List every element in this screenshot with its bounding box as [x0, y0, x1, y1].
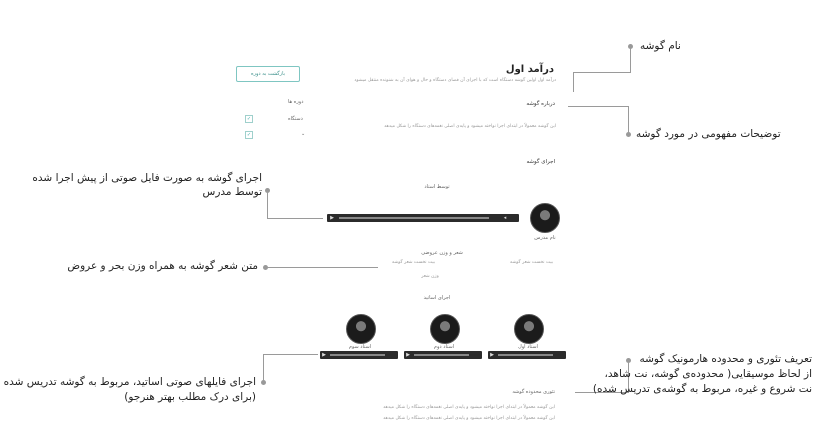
leader-line — [267, 190, 268, 218]
annotation-poem: متن شعر گوشه به همراه وزن بحر و عروض — [67, 260, 258, 272]
volume-icon[interactable]: ◂ — [503, 215, 507, 221]
annotation-concept: توضیحات مفهومی در مورد گوشه — [636, 128, 781, 140]
intro-text: درآمد اول اولین گوشه دستگاه است که با اجرای آن فضای دستگاه و حال و هوای آن به شنونده منتقل میشود — [354, 78, 556, 83]
master-avatar — [430, 314, 460, 344]
teacher-audio-player[interactable] — [327, 214, 519, 222]
masters-heading: اجرای اساتید — [423, 295, 451, 301]
master-audio-player[interactable] — [320, 351, 398, 359]
annotation-teacher-audio: اجرای گوشه به صورت فایل صوتی از پیش اجرا شده — [32, 172, 262, 184]
progress-bar[interactable] — [414, 354, 469, 356]
leader-line — [573, 72, 631, 73]
teacher-avatar — [530, 203, 560, 233]
leader-line — [630, 46, 631, 72]
play-icon[interactable]: ▶ — [330, 215, 334, 221]
performance-heading: اجرای گوشه — [526, 159, 555, 165]
annotation-theory: تعریف تئوری و محدوده هارمونیک گوشه — [639, 353, 812, 365]
progress-bar[interactable] — [330, 354, 385, 356]
master-avatar — [514, 314, 544, 344]
progress-bar[interactable] — [339, 217, 489, 219]
master-avatar — [346, 314, 376, 344]
play-icon[interactable]: ▶ — [490, 352, 494, 358]
theory-text: این گوشه معمولاً در ابتدای اجرا نواخته میشود و پایه‌ی اصلی نغمه‌های دستگاه را شکل میدهد — [383, 405, 555, 410]
progress-bar[interactable] — [498, 354, 553, 356]
teacher-label: توسط استاد — [424, 184, 450, 190]
leader-line — [265, 267, 378, 268]
poem-line: بیت نخست شعر گوشه — [392, 260, 435, 265]
annotation-masters: (برای درک مطلب بهتر هنرجو) — [124, 391, 256, 403]
leader-line — [263, 354, 264, 381]
annotation-theory: از لحاظ موسیقایی( محدوده‌ی گوشه، نت شاهد، — [604, 368, 812, 380]
leader-line — [267, 218, 323, 219]
leader-line — [573, 72, 574, 92]
annotation-masters: اجرای فایلهای صوتی اساتید، مربوط به گوشه تدریس شده — [3, 376, 256, 388]
master-name: استاد اول — [518, 344, 538, 350]
poem-heading: شعر و وزن عروضی — [421, 250, 463, 256]
master-name: استاد دوم — [433, 344, 455, 350]
leader-line — [568, 106, 629, 107]
annotation-name: نام گوشه — [640, 40, 681, 52]
poem-meter: وزن شعر — [421, 274, 439, 279]
master-name: استاد سوم — [348, 344, 372, 350]
poem-line: بیت نخست شعر گوشه — [510, 260, 553, 265]
theory-text: این گوشه معمولاً در ابتدای اجرا نواخته میشود و پایه‌ی اصلی نغمه‌های دستگاه را شکل میدهد — [383, 416, 555, 421]
master-audio-player[interactable] — [488, 351, 566, 359]
theory-heading: تئوری محدوده گوشه — [512, 389, 555, 395]
leader-line — [628, 106, 629, 134]
sidebar-item-dastgah[interactable]: دستگاه — [288, 116, 303, 122]
play-icon[interactable]: ▶ — [322, 352, 326, 358]
annotation-theory: نت شروع و غیره، مربوط به گوشه‌ی تدریس شده) — [592, 383, 812, 395]
check-icon: ✓ — [246, 116, 252, 122]
sidebar-item-courses[interactable]: دوره ها — [288, 99, 304, 105]
play-icon[interactable]: ▶ — [406, 352, 410, 358]
annotation-teacher-audio: توسط مدرس — [202, 186, 262, 198]
master-audio-player[interactable] — [404, 351, 482, 359]
teacher-name: نام مدرس — [534, 235, 556, 241]
about-heading: درباره گوشه — [526, 101, 555, 107]
back-to-course-button[interactable]: بازگشت به دوره — [236, 66, 300, 82]
check-icon: ✓ — [246, 132, 252, 138]
chevron-down-icon[interactable]: ⌄ — [301, 131, 306, 137]
page-title: درآمد اول — [505, 64, 554, 75]
leader-line — [263, 354, 318, 355]
about-text: این گوشه معمولاً در ابتدای اجرا نواخته میشود و پایه‌ی اصلی نغمه‌های دستگاه را شکل میدهد — [384, 124, 556, 129]
